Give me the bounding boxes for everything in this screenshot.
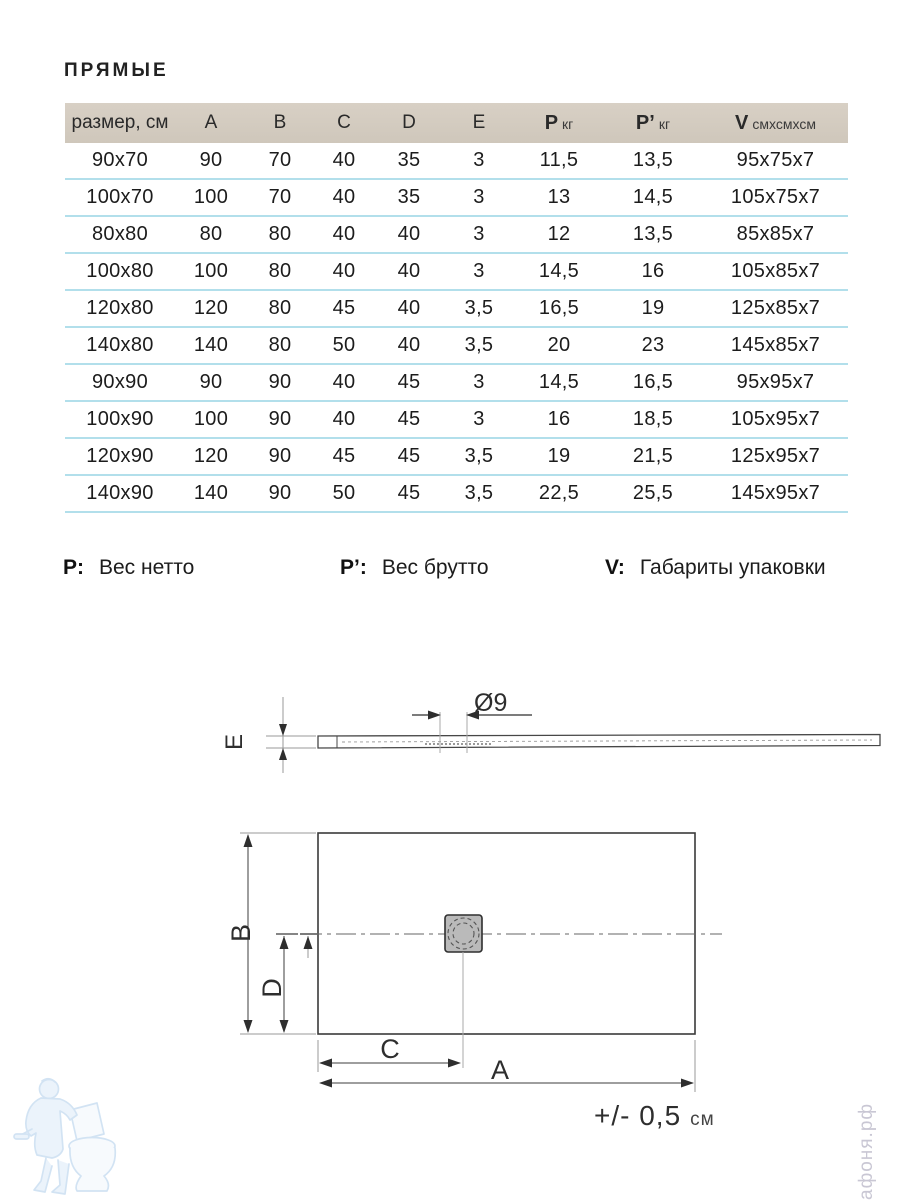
- cell-p-net: 11,5: [515, 143, 603, 179]
- cell-package: 95x75x7: [703, 143, 848, 179]
- cell-a: 90: [175, 364, 247, 401]
- cell-p-gross: 19: [603, 290, 703, 327]
- cell-a: 140: [175, 475, 247, 512]
- dim-label-d: D: [257, 978, 287, 998]
- cell-p-gross: 25,5: [603, 475, 703, 512]
- dim-label-a: A: [490, 1055, 510, 1085]
- cell-a: 100: [175, 253, 247, 290]
- cell-d: 45: [375, 475, 443, 512]
- cell-b: 70: [247, 143, 313, 179]
- cell-e: 3: [443, 364, 515, 401]
- cell-package: 105x85x7: [703, 253, 848, 290]
- size-spec-table: [65, 103, 848, 513]
- cell-p-gross: 13,5: [603, 143, 703, 179]
- cell-d: 40: [375, 327, 443, 364]
- cell-p-net: 12: [515, 216, 603, 253]
- table-row: [65, 364, 848, 401]
- cell-p-gross: 13,5: [603, 216, 703, 253]
- cell-d: 35: [375, 179, 443, 216]
- cell-p-net: 13: [515, 179, 603, 216]
- cell-c: 40: [313, 401, 375, 438]
- cell-c: 45: [313, 438, 375, 475]
- cell-c: 45: [313, 290, 375, 327]
- dim-label-b: B: [226, 923, 256, 943]
- cell-size: 140x90: [65, 475, 175, 512]
- table-row: [65, 475, 848, 512]
- cell-b: 90: [247, 401, 313, 438]
- cell-b: 80: [247, 327, 313, 364]
- cell-package: 95x95x7: [703, 364, 848, 401]
- table-row: [65, 179, 848, 216]
- cell-package: 125x95x7: [703, 438, 848, 475]
- cell-p-net: 14,5: [515, 253, 603, 290]
- cell-d: 40: [375, 216, 443, 253]
- cell-b: 90: [247, 475, 313, 512]
- cell-size: 100x90: [65, 401, 175, 438]
- cell-c: 50: [313, 327, 375, 364]
- table-row: [65, 438, 848, 475]
- site-watermark: афоня.рф: [856, 1102, 877, 1200]
- cell-b: 80: [247, 290, 313, 327]
- cell-e: 3: [443, 401, 515, 438]
- legend: [0, 556, 900, 584]
- cell-p-gross: 16,5: [603, 364, 703, 401]
- tolerance-note: [594, 1100, 715, 1132]
- cell-e: 3,5: [443, 438, 515, 475]
- table-row: [65, 216, 848, 253]
- plumber-logo-watermark: [12, 1076, 132, 1200]
- technical-drawing: [0, 660, 900, 1120]
- cell-p-net: 19: [515, 438, 603, 475]
- legend-gross-weight: [340, 556, 489, 580]
- dim-label-c: C: [380, 1034, 400, 1064]
- tolerance-unit: см: [690, 1109, 715, 1130]
- col-header-a: A: [175, 103, 247, 143]
- cell-p-gross: 16: [603, 253, 703, 290]
- legend-net-weight: [63, 556, 194, 580]
- cell-size: 100x80: [65, 253, 175, 290]
- table-row: [65, 327, 848, 364]
- legend-package-symbol: V:: [605, 556, 625, 579]
- cell-a: 140: [175, 327, 247, 364]
- cell-b: 80: [247, 216, 313, 253]
- cell-c: 50: [313, 475, 375, 512]
- legend-gross-symbol: P’:: [340, 556, 367, 579]
- table-row: [65, 290, 848, 327]
- cell-a: 100: [175, 401, 247, 438]
- cell-p-gross: 14,5: [603, 179, 703, 216]
- dim-label-e: E: [221, 733, 248, 751]
- dim-label-diameter: Ø9: [474, 689, 508, 717]
- cell-a: 100: [175, 179, 247, 216]
- cell-package: 105x75x7: [703, 179, 848, 216]
- cell-e: 3,5: [443, 475, 515, 512]
- col-header-b: B: [247, 103, 313, 143]
- cell-c: 40: [313, 364, 375, 401]
- cell-p-net: 22,5: [515, 475, 603, 512]
- cell-b: 90: [247, 438, 313, 475]
- col-header-p-net: P кг: [515, 103, 603, 143]
- cell-c: 40: [313, 216, 375, 253]
- legend-net-text: Вес нетто: [99, 556, 195, 579]
- cell-e: 3: [443, 216, 515, 253]
- legend-net-symbol: P:: [63, 556, 84, 579]
- cell-a: 80: [175, 216, 247, 253]
- cell-d: 45: [375, 401, 443, 438]
- cell-d: 45: [375, 364, 443, 401]
- col-header-c: C: [313, 103, 375, 143]
- cell-e: 3: [443, 143, 515, 179]
- table-row: [65, 401, 848, 438]
- table-row: [65, 143, 848, 179]
- cell-a: 90: [175, 143, 247, 179]
- cell-p-gross: 23: [603, 327, 703, 364]
- cell-p-net: 20: [515, 327, 603, 364]
- col-header-e: E: [443, 103, 515, 143]
- cell-b: 80: [247, 253, 313, 290]
- cell-d: 35: [375, 143, 443, 179]
- col-header-size: размер, см: [65, 103, 175, 143]
- cell-p-gross: 18,5: [603, 401, 703, 438]
- cell-package: 85x85x7: [703, 216, 848, 253]
- page-title: ПРЯМЫЕ: [64, 60, 169, 81]
- cell-package: 125x85x7: [703, 290, 848, 327]
- cell-p-net: 16: [515, 401, 603, 438]
- cell-size: 140x80: [65, 327, 175, 364]
- drain-square: [445, 915, 482, 952]
- cell-c: 40: [313, 179, 375, 216]
- cell-size: 120x90: [65, 438, 175, 475]
- cell-size: 100x70: [65, 179, 175, 216]
- cell-size: 90x90: [65, 364, 175, 401]
- cell-package: 105x95x7: [703, 401, 848, 438]
- cell-b: 70: [247, 179, 313, 216]
- top-view: [226, 833, 722, 1092]
- cell-package: 145x95x7: [703, 475, 848, 512]
- col-header-p-gross: P’ кг: [603, 103, 703, 143]
- cell-e: 3: [443, 253, 515, 290]
- cell-c: 40: [313, 143, 375, 179]
- cell-a: 120: [175, 438, 247, 475]
- legend-gross-text: Вес брутто: [381, 556, 489, 579]
- cell-d: 40: [375, 290, 443, 327]
- cell-e: 3,5: [443, 327, 515, 364]
- tolerance-value: +/- 0,5: [594, 1100, 682, 1131]
- table-header-row: [65, 103, 848, 143]
- cell-size: 90x70: [65, 143, 175, 179]
- legend-package-dims: [605, 556, 826, 580]
- cell-p-net: 14,5: [515, 364, 603, 401]
- side-view: [221, 689, 880, 773]
- cell-d: 40: [375, 253, 443, 290]
- col-header-v: V смхсмхсм: [703, 103, 848, 143]
- cell-p-net: 16,5: [515, 290, 603, 327]
- col-header-d: D: [375, 103, 443, 143]
- legend-package-text: Габариты упаковки: [639, 556, 826, 579]
- cell-p-gross: 21,5: [603, 438, 703, 475]
- table-row: [65, 253, 848, 290]
- cell-size: 120x80: [65, 290, 175, 327]
- cell-e: 3,5: [443, 290, 515, 327]
- cell-c: 40: [313, 253, 375, 290]
- cell-size: 80x80: [65, 216, 175, 253]
- cell-e: 3: [443, 179, 515, 216]
- cell-d: 45: [375, 438, 443, 475]
- cell-package: 145x85x7: [703, 327, 848, 364]
- cell-b: 90: [247, 364, 313, 401]
- cell-a: 120: [175, 290, 247, 327]
